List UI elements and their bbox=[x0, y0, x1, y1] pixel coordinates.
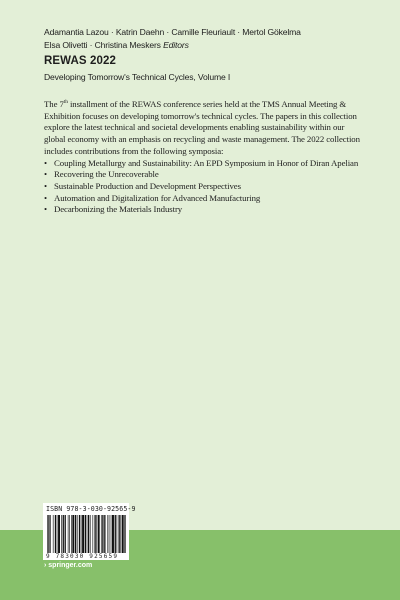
symposium-text: Recovering the Unrecoverable bbox=[54, 169, 159, 180]
book-subtitle: Developing Tomorrow's Technical Cycles, Volume I bbox=[44, 72, 231, 82]
symposium-item bbox=[44, 169, 366, 181]
book-title: REWAS 2022 bbox=[44, 55, 116, 67]
editors-block bbox=[44, 26, 374, 52]
barcode-digits: 9 783030 925659 bbox=[46, 553, 119, 560]
bullet-icon: • bbox=[44, 157, 47, 168]
editors-line-1: Adamantia Lazou · Katrin Daehn · Camille Fleuriault · Mertol Gökelma bbox=[44, 27, 301, 37]
symposium-item bbox=[44, 204, 366, 216]
barcode-bars-icon bbox=[46, 515, 126, 553]
symposium-text: Coupling Metallurgy and Sustainability: An EPD Symposium in Honor of Diran Apelian bbox=[54, 157, 359, 168]
symposia-list bbox=[44, 158, 366, 217]
symposium-item bbox=[44, 193, 366, 205]
bullet-icon: • bbox=[44, 169, 47, 180]
bullet-icon: • bbox=[44, 180, 47, 191]
symposium-item bbox=[44, 181, 366, 193]
bullet-icon: • bbox=[44, 204, 47, 215]
isbn-barcode bbox=[43, 503, 136, 560]
bullet-icon: • bbox=[44, 192, 47, 203]
blurb-ordinal: The 7 bbox=[44, 99, 64, 109]
editors-role: Editors bbox=[163, 40, 189, 50]
back-cover-blurb bbox=[44, 99, 366, 216]
editors-names: Elsa Olivetti · Christina Meskers bbox=[44, 40, 164, 50]
editors-line-2 bbox=[44, 39, 374, 52]
symposium-text: Sustainable Production and Development Perspectives bbox=[54, 180, 241, 191]
isbn-label: ISBN 978-3-030-92565-9 bbox=[46, 505, 136, 513]
symposium-text: Decarbonizing the Materials Industry bbox=[54, 204, 183, 215]
blurb-ordinal-suffix: th bbox=[63, 99, 68, 106]
blurb-intro bbox=[44, 99, 366, 158]
blurb-intro-text: installment of the REWAS conference series held at the TMS Annual Meeting & Exhibition focuses on developing tomorrow's technical cycles. The papers in this collection explore the latest technical and societal developments enabling sustainability within our global economy with an emphasis on recycling and waste management. The 2022 collection includes contributions from the following symposia: bbox=[44, 99, 360, 156]
symposium-item bbox=[44, 158, 366, 170]
symposium-text: Automation and Digitalization for Advanced Manufacturing bbox=[54, 192, 261, 203]
springer-link[interactable]: › springer.com bbox=[44, 562, 93, 569]
